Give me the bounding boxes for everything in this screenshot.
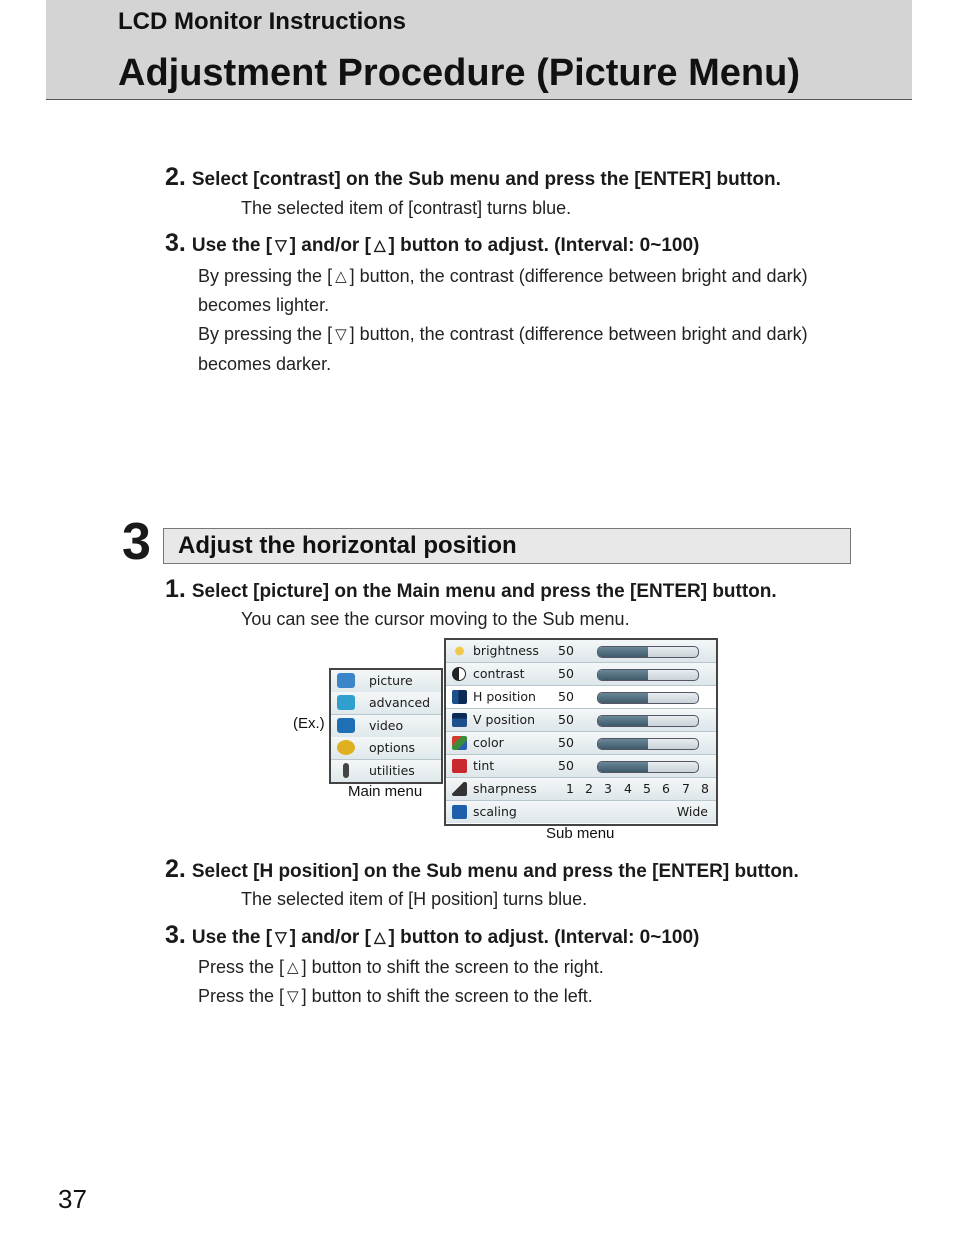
lower-step1-heading: [165, 575, 777, 604]
level-bar-fill: [598, 762, 648, 772]
menu-item-label: video: [369, 718, 404, 733]
page-title: Adjustment Procedure (Picture Menu): [118, 52, 800, 94]
tint-icon: [452, 759, 467, 773]
lower-step3-heading: [165, 921, 699, 950]
step-title-part: ] button to adjust. (Interval: 0~100): [388, 927, 700, 948]
upper-step3-line4: becomes darker.: [198, 354, 332, 374]
sub-menu-item-v-position[interactable]: [446, 709, 716, 732]
sub-menu-value: 50: [558, 758, 574, 773]
header-kicker: LCD Monitor Instructions: [118, 8, 406, 35]
sub-menu-value: 50: [558, 735, 574, 750]
level-bar-fill: [598, 693, 648, 703]
down-triangle-icon: ▽: [335, 326, 347, 343]
sharpness-tick: 8: [701, 781, 709, 796]
main-menu-item-picture[interactable]: [331, 670, 441, 693]
upper-step3-heading: [165, 229, 699, 258]
menu-item-label: options: [369, 740, 416, 755]
h-position-icon: [452, 690, 467, 704]
sub-menu-label: sharpness: [473, 781, 537, 796]
sub-menu-item-h-position[interactable]: [446, 686, 716, 709]
step-number: 1.: [165, 575, 186, 603]
step-number: 2.: [165, 855, 186, 883]
sharpness-tick: 4: [624, 781, 632, 796]
sub-menu-caption: Sub menu: [546, 825, 615, 842]
level-bar[interactable]: [597, 669, 699, 681]
sharpness-tick: 3: [604, 781, 612, 796]
text-part: ] button, the contrast (difference between bright and dark): [349, 324, 808, 344]
sharpness-tick: 2: [585, 781, 593, 796]
sub-menu-value: 50: [558, 666, 574, 681]
sub-menu-label: color: [473, 735, 504, 750]
text-part: ] button, the contrast (difference between bright and dark): [349, 266, 808, 286]
sub-menu: [444, 638, 718, 826]
section-title: Adjust the horizontal position: [178, 532, 517, 559]
text-part: By pressing the [: [198, 266, 333, 286]
up-triangle-icon: △: [373, 929, 386, 946]
main-menu-item-advanced[interactable]: [331, 692, 441, 715]
sharpness-tick: 6: [662, 781, 670, 796]
menu-item-label: advanced: [369, 695, 431, 710]
color-icon: [452, 736, 467, 750]
sub-menu-item-color[interactable]: [446, 732, 716, 755]
upper-step3-line2: becomes lighter.: [198, 295, 330, 315]
level-bar-fill: [598, 670, 648, 680]
level-bar[interactable]: [597, 646, 699, 658]
sub-menu-item-contrast[interactable]: [446, 663, 716, 686]
level-bar-fill: [598, 647, 648, 657]
step-title: Select [picture] on the Main menu and press the [ENTER] button.: [191, 581, 777, 602]
sub-menu-item-sharpness[interactable]: [446, 778, 716, 801]
sub-menu-label: scaling: [473, 804, 517, 819]
lower-step3-line1: [198, 957, 604, 978]
level-bar[interactable]: [597, 692, 699, 704]
step-title-part: Use the [: [191, 235, 273, 256]
down-triangle-icon: ▽: [287, 988, 299, 1005]
up-triangle-icon: △: [287, 959, 299, 976]
sub-menu-label: contrast: [473, 666, 525, 681]
sub-menu-label: brightness: [473, 643, 539, 658]
level-bar[interactable]: [597, 715, 699, 727]
sharpness-tick: 1: [566, 781, 574, 796]
main-menu-item-utilities[interactable]: [331, 760, 441, 782]
step-title: Select [H position] on the Sub menu and press the [ENTER] button.: [191, 861, 799, 882]
lower-step1-desc: You can see the cursor moving to the Sub menu.: [241, 609, 630, 629]
sub-menu-value: 50: [558, 712, 574, 727]
upper-step2-desc: The selected item of [contrast] turns blue.: [241, 198, 572, 218]
sub-menu-item-scaling[interactable]: [446, 801, 716, 823]
text-part: Press the [: [198, 957, 285, 977]
up-triangle-icon: △: [335, 268, 347, 285]
up-triangle-icon: △: [373, 237, 386, 254]
step-title-part: ] and/or [: [289, 927, 371, 948]
lower-step2-heading: [165, 855, 799, 884]
sun-icon: [452, 644, 467, 658]
menu-item-label: picture: [369, 673, 413, 688]
page-number: 37: [58, 1184, 87, 1214]
level-bar[interactable]: [597, 761, 699, 773]
scaling-value: Wide: [676, 804, 708, 819]
sharpness-tick: 5: [643, 781, 651, 796]
sub-menu-value: 50: [558, 689, 574, 704]
picture-icon: [337, 673, 355, 688]
advanced-icon: [337, 695, 355, 710]
lower-step3-line2: [198, 986, 593, 1007]
menu-item-label: utilities: [369, 763, 415, 778]
step-number: 2.: [165, 163, 186, 191]
text-part: ] button to shift the screen to the right.: [301, 957, 604, 977]
contrast-icon: [452, 667, 466, 681]
v-position-icon: [452, 713, 467, 727]
step-title-part: Use the [: [191, 927, 273, 948]
step-title: Select [contrast] on the Sub menu and press the [ENTER] button.: [191, 169, 781, 190]
text-part: ] button to shift the screen to the left.: [301, 986, 593, 1006]
video-icon: [337, 718, 355, 733]
sub-menu-item-brightness[interactable]: [446, 640, 716, 663]
scaling-icon: [452, 805, 467, 819]
level-bar-fill: [598, 739, 648, 749]
main-menu-item-video[interactable]: [331, 715, 441, 738]
text-part: By pressing the [: [198, 324, 333, 344]
example-label: (Ex.): [293, 715, 325, 732]
upper-step2-heading: [165, 163, 781, 192]
sub-menu-label: V position: [473, 712, 536, 727]
down-triangle-icon: ▽: [275, 929, 287, 946]
main-menu-caption: Main menu: [348, 783, 423, 800]
down-triangle-icon: ▽: [275, 237, 287, 254]
options-icon: [337, 740, 355, 755]
upper-step3-line1: [198, 266, 808, 287]
text-part: Press the [: [198, 986, 285, 1006]
step-title-part: ] button to adjust. (Interval: 0~100): [388, 235, 700, 256]
sub-menu-value: 50: [558, 643, 574, 658]
step-title-part: ] and/or [: [289, 235, 371, 256]
utilities-icon: [343, 763, 349, 778]
sub-menu-item-tint[interactable]: [446, 755, 716, 778]
sharpness-tick: 7: [682, 781, 690, 796]
lower-step2-desc: The selected item of [H position] turns blue.: [241, 889, 588, 909]
sub-menu-label: H position: [473, 689, 536, 704]
level-bar-fill: [598, 716, 648, 726]
sharpness-icon: [452, 782, 467, 796]
section-number: 3: [122, 513, 151, 571]
step-number: 3.: [165, 229, 186, 257]
main-menu-item-options[interactable]: [331, 737, 441, 760]
level-bar[interactable]: [597, 738, 699, 750]
main-menu: [329, 668, 443, 784]
sub-menu-label: tint: [473, 758, 495, 773]
step-number: 3.: [165, 921, 186, 949]
upper-step3-line3: [198, 324, 808, 345]
